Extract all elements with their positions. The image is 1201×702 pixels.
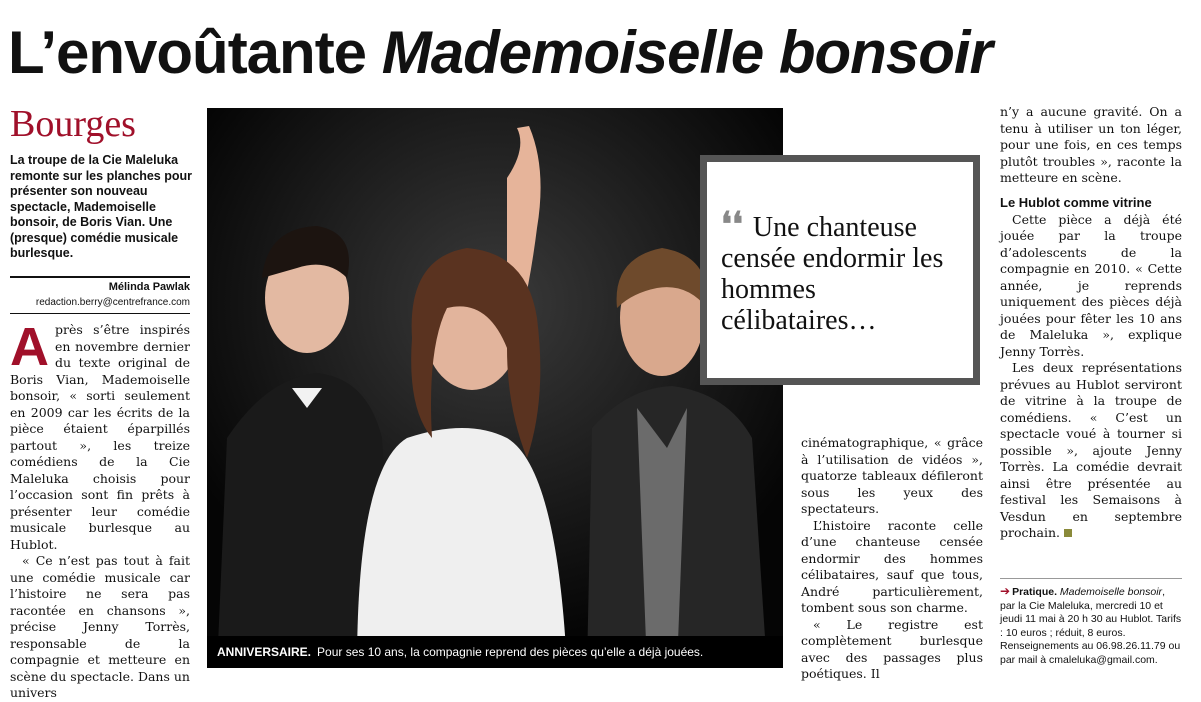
paragraph <box>1000 360 1182 542</box>
practical-text: , par la Cie Maleluka, mercredi 10 et jeudi 11 mai à 20 h 30 au Hublot. Tarifs : 10 euros ; réduit, 8 euros. Renseignements au 06.98.26.11.79 ou par mail à cmaleluka@gmail.com. <box>1000 586 1182 666</box>
caption-label: ANNIVERSAIRE. <box>217 645 312 659</box>
paragraph: cinématographique, « grâce à l’utilisation de vidéos », quatorze tableaux défileront sous les yeux des spectateurs. <box>801 435 983 516</box>
photo-caption <box>207 636 783 668</box>
paragraph-text: près s’être inspirés en novembre dernier du texte original de Boris Vian, Mademoiselle bonsoir, « sorti seulement en 2009 car les écrits de la pièce étaient éparpillés partout », les treize comédiens de la Cie Maleluka choisis pour l’occasion sont fin prêts à présenter leur comédie musicale burlesque au Hublot. <box>10 322 190 552</box>
paragraph: « Le registre est complètement burlesque avec des passages plus poétiques. Il <box>801 616 983 681</box>
divider <box>10 313 190 314</box>
caption-text: Pour ses 10 ans, la compagnie reprend des pièces qu’elle a déjà jouées. <box>317 645 704 659</box>
headline <box>8 10 1198 96</box>
article-column-1 <box>10 317 190 700</box>
lead-paragraph: La troupe de la Cie Maleluka remonte sur les planches pour présenter son nouveau spectacle, Mademoiselle bonsoir, de Boris Vian. Une (presque) comédie musicale burlesque. <box>10 153 192 260</box>
headline-title: Mademoiselle bonsoir <box>381 19 992 86</box>
arrow-icon: ➔ <box>1000 584 1011 598</box>
author-email[interactable]: redaction.berry@centrefrance.com <box>35 297 190 308</box>
practical-label: Pratique. <box>1012 586 1057 598</box>
pull-quote-text: Une chanteuse censée endormir les hommes célibataires… <box>721 212 944 336</box>
practical-info <box>1000 578 1182 667</box>
paragraph: n’y a aucune gravité. On a tenu à utiliser un ton léger, pour une fois, en ces temps plutôt troubles », raconte la metteure en scène. <box>1000 104 1182 185</box>
article-column-4 <box>1000 104 1182 574</box>
drop-cap: A <box>10 317 49 377</box>
article-column-3 <box>801 435 983 681</box>
paragraph: Cette pièce a déjà été jouée par la troupe d’adolescents de la compagnie en 2010. « Cette année, je reprends uniquement des pièces déjà jouées pour fêter les 10 ans de Maleluka », explique Jenny Torrès. <box>1000 211 1182 359</box>
divider <box>10 276 190 278</box>
end-mark-icon <box>1064 529 1072 537</box>
paragraph-text: Les deux représentations prévues au Hublot serviront de vitrine à la troupe de comédiens. « C’est un spectacle voué à tourner si possible », ajoute Jenny Torrès. La comédie devrait ainsi être présentée au festival les Semaisons à Vesdun en septembre prochain. <box>1000 360 1182 540</box>
quote-mark-icon: ❛❛ <box>721 206 743 244</box>
photo-illustration <box>207 108 783 668</box>
city-heading: Bourges <box>10 103 136 145</box>
paragraph: « Ce n’est pas tout à fait une comédie musicale car l’histoire ne sera pas racontée en chansons », précise Jenny Torrès, responsable de la compagnie et metteure en scène du spectacle. Dans un univers <box>10 553 190 700</box>
practical-title: Mademoiselle bonsoir <box>1059 586 1163 598</box>
paragraph <box>10 317 190 553</box>
subheading: Le Hublot comme vitrine <box>1000 194 1152 210</box>
pull-quote <box>700 155 980 385</box>
headline-part1: L’envoûtante <box>8 19 382 86</box>
paragraph: L’histoire raconte celle d’une chanteuse censée endormir des hommes célibataires, sauf que tous, André particulièrement, tombent sous son charme. <box>801 517 983 615</box>
author-name: Mélinda Pawlak <box>108 281 190 293</box>
article-photo <box>207 108 783 668</box>
